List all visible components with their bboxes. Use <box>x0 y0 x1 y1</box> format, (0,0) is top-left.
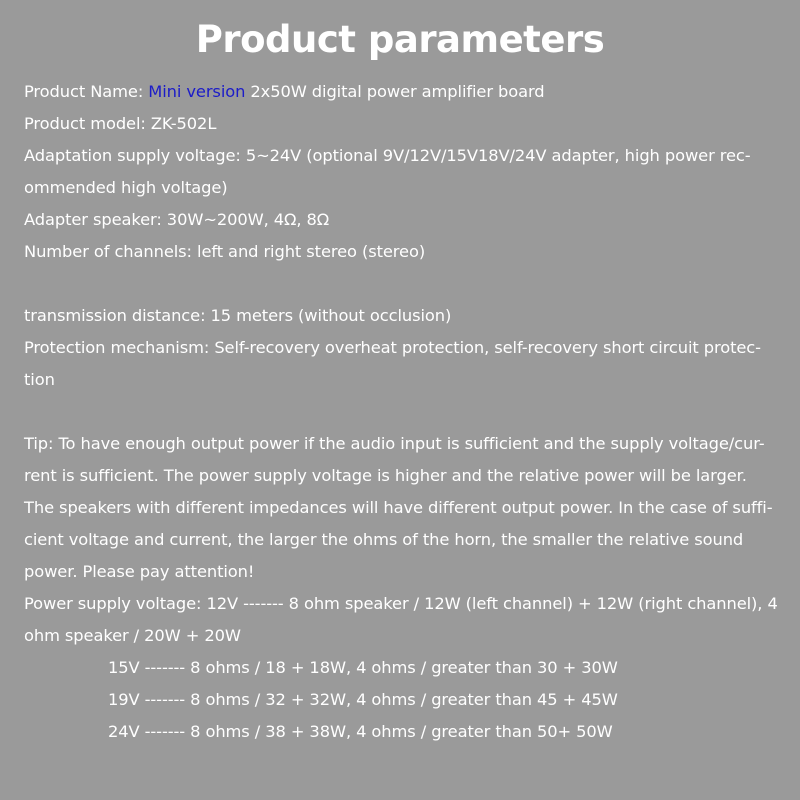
page-title: Product parameters <box>195 18 605 61</box>
tip-line-2: rent is sufficient. The power supply voltage is higher and the relative power will be larger. <box>24 466 747 485</box>
channels-line: Number of channels: left and right stereo (stereo) <box>24 242 426 261</box>
transmission-distance-line: transmission distance: 15 meters (without occlusion) <box>24 306 452 325</box>
product-model-line: Product model: ZK-502L <box>24 114 217 133</box>
power-row-15v: 15V ------- 8 ohms / 18 + 18W, 4 ohms / greater than 30 + 30W <box>108 658 618 677</box>
supply-voltage-line-2: ommended high voltage) <box>24 178 228 197</box>
product-name-line <box>24 82 545 102</box>
tip-line-1: Tip: To have enough output power if the audio input is sufficient and the supply voltage/cur- <box>24 434 765 453</box>
power-supply-line-2: ohm speaker / 20W + 20W <box>24 626 241 645</box>
power-row-19v: 19V ------- 8 ohms / 32 + 32W, 4 ohms / greater than 45 + 45W <box>108 690 618 709</box>
product-name-suffix: 2x50W digital power amplifier board <box>245 82 545 101</box>
supply-voltage-line-1: Adaptation supply voltage: 5~24V (optional 9V/12V/15V18V/24V adapter, high power rec- <box>24 146 751 165</box>
product-name-highlight: Mini version <box>148 82 246 101</box>
protection-line-1: Protection mechanism: Self-recovery overheat protection, self-recovery short circuit protec- <box>24 338 761 357</box>
power-row-24v: 24V ------- 8 ohms / 38 + 38W, 4 ohms / greater than 50+ 50W <box>108 722 613 741</box>
product-name-prefix: Product Name: <box>24 82 149 101</box>
protection-line-2: tion <box>24 370 55 389</box>
power-supply-line-1: Power supply voltage: 12V ------- 8 ohm speaker / 12W (left channel) + 12W (right channel), 4 <box>24 594 778 613</box>
tip-line-4: cient voltage and current, the larger the ohms of the horn, the smaller the relative sound <box>24 530 744 549</box>
adapter-speaker-line: Adapter speaker: 30W~200W, 4Ω, 8Ω <box>24 210 330 229</box>
tip-line-3: The speakers with different impedances will have different output power. In the case of suffi- <box>24 498 773 517</box>
tip-line-5: power. Please pay attention! <box>24 562 255 581</box>
